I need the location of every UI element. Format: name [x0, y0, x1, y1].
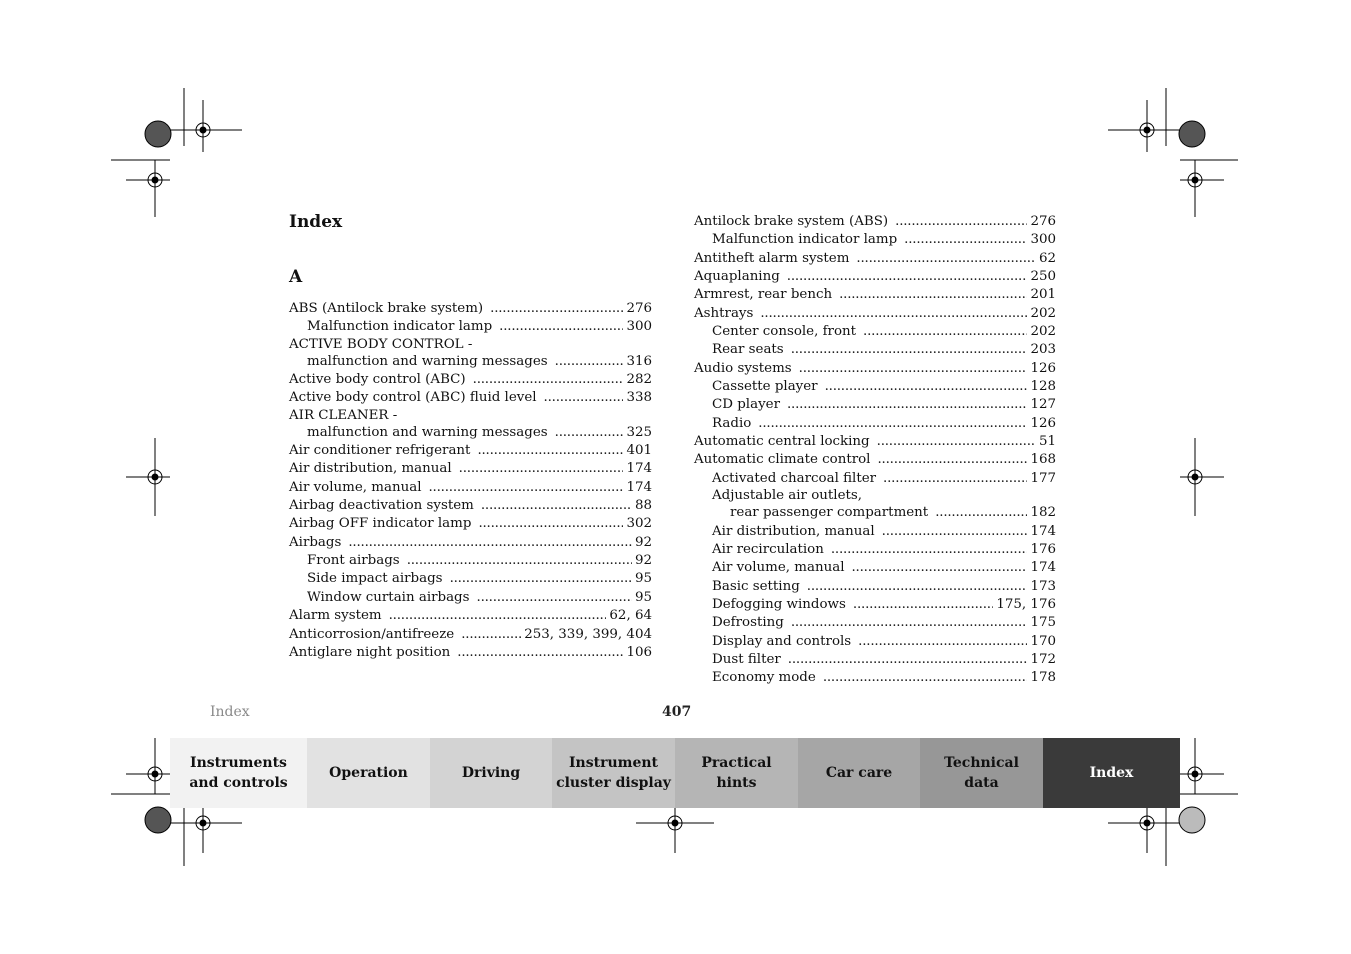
- dot-leader: [831, 541, 1028, 559]
- index-entry-label: Display and controls: [712, 633, 852, 649]
- index-entry-label: Airbag OFF indicator lamp: [289, 516, 472, 532]
- index-entry-page[interactable]: 174: [1030, 560, 1056, 576]
- index-entry-label: Side impact airbags: [307, 571, 443, 587]
- index-entry-label: Radio: [712, 415, 752, 431]
- dot-leader: [825, 378, 1028, 396]
- index-entry: [694, 504, 1056, 522]
- index-entry-label: Antilock brake system (ABS): [694, 214, 889, 229]
- dot-leader: [799, 360, 1028, 378]
- tab-label: Driving: [461, 765, 521, 781]
- index-entry-label: Activated charcoal filter: [712, 470, 877, 486]
- index-entry: [289, 515, 652, 533]
- index-entry: [289, 353, 652, 371]
- index-entry-page[interactable]: 92: [634, 553, 652, 569]
- index-entry-label: Armrest, rear bench: [694, 287, 833, 303]
- index-entry: [289, 371, 652, 389]
- index-entry: [289, 424, 652, 442]
- dot-leader: [791, 341, 1028, 359]
- tab-operation[interactable]: [307, 738, 430, 808]
- index-entry-label: Window curtain airbags: [307, 589, 470, 605]
- index-entry-page[interactable]: 401: [626, 443, 652, 459]
- dot-leader: [760, 305, 1027, 323]
- index-entry-page[interactable]: 282: [626, 372, 652, 388]
- index-entry-label: Adjustable air outlets,: [712, 488, 862, 504]
- index-entry-page[interactable]: 202: [1030, 324, 1056, 340]
- index-entry-page[interactable]: 106: [626, 644, 652, 660]
- index-entry: [694, 305, 1056, 323]
- index-entry: [289, 534, 652, 552]
- page-title: Index: [289, 212, 343, 232]
- tab-label: Instrument cluster display: [556, 755, 671, 791]
- index-entry-label: Center console, front: [712, 324, 857, 340]
- index-entry: [694, 268, 1056, 286]
- tab-instruments-and-controls[interactable]: [170, 738, 307, 808]
- index-entry-page[interactable]: 62: [1038, 250, 1056, 266]
- index-entry-page[interactable]: 88: [634, 498, 652, 514]
- index-entry-label: Active body control (ABC) fluid level: [289, 390, 537, 406]
- tab-label: Practical hints: [701, 755, 772, 791]
- index-column-left: [289, 300, 652, 662]
- index-entry-label: Malfunction indicator lamp: [307, 319, 493, 335]
- index-entry-page[interactable]: 173: [1030, 578, 1056, 594]
- dot-leader: [481, 497, 632, 515]
- dot-leader: [459, 460, 624, 478]
- index-entry: [694, 451, 1056, 469]
- dot-leader: [787, 396, 1027, 414]
- index-entry-label: ABS (Antilock brake system): [289, 301, 484, 316]
- index-entry: [694, 231, 1056, 249]
- index-entry-page[interactable]: 276: [1030, 214, 1056, 229]
- dot-leader: [428, 479, 623, 497]
- index-entry: [289, 644, 652, 662]
- dot-leader: [499, 318, 623, 336]
- index-entry-page[interactable]: 128: [1030, 379, 1056, 395]
- index-entry-label: Cassette player: [712, 379, 818, 395]
- index-entry-label: Air volume, manual: [712, 560, 845, 576]
- tab-practical-hints[interactable]: [675, 738, 798, 808]
- index-entry: [289, 626, 652, 644]
- page-number: 407: [662, 704, 692, 720]
- index-entry: [289, 589, 652, 607]
- index-entry-page[interactable]: 175: [1030, 615, 1056, 631]
- section-letter: A: [289, 267, 303, 287]
- index-entry-label: Air volume, manual: [289, 479, 422, 495]
- index-entry-page[interactable]: 177: [1030, 470, 1056, 486]
- index-entry-page[interactable]: 178: [1030, 670, 1056, 686]
- index-entry-label: Ashtrays: [694, 305, 754, 321]
- index-entry: [289, 479, 652, 497]
- index-entry: [694, 213, 1056, 231]
- dot-leader: [851, 559, 1027, 577]
- index-entry: [289, 460, 652, 478]
- index-entry-page[interactable]: 338: [626, 390, 652, 406]
- index-entry-label: Automatic climate control: [694, 452, 871, 468]
- index-entry: [694, 669, 1056, 687]
- index-entry-label: Audio systems: [694, 360, 792, 376]
- index-entry: [289, 337, 652, 353]
- index-entry-page[interactable]: 172: [1030, 651, 1056, 667]
- index-entry-page[interactable]: 250: [1030, 269, 1056, 285]
- index-entry-page[interactable]: 170: [1030, 633, 1056, 649]
- dot-leader: [807, 578, 1028, 596]
- dot-leader: [788, 651, 1028, 669]
- index-entry: [694, 633, 1056, 651]
- index-entry-label: rear passenger compartment: [730, 505, 929, 521]
- dot-leader: [883, 470, 1027, 488]
- index-entry: [694, 488, 1056, 504]
- index-entry-page[interactable]: 126: [1030, 415, 1056, 431]
- tab-index[interactable]: [1043, 738, 1180, 808]
- dot-leader: [478, 515, 623, 533]
- index-entry-label: AIR CLEANER -: [289, 407, 398, 423]
- index-entry: [289, 497, 652, 515]
- index-entry-page[interactable]: 95: [634, 571, 652, 587]
- index-entry: [694, 286, 1056, 304]
- index-entry-label: Air distribution, manual: [289, 461, 452, 477]
- index-entry-page[interactable]: 201: [1030, 287, 1056, 303]
- index-entry: [694, 651, 1056, 669]
- index-entry-label: Rear seats: [712, 342, 784, 358]
- dot-leader: [544, 389, 624, 407]
- index-entry-label: ACTIVE BODY CONTROL -: [289, 336, 473, 352]
- tab-label: Operation: [329, 765, 408, 781]
- index-entry-label: Airbags: [289, 534, 342, 550]
- index-entry-label: Air recirculation: [712, 541, 824, 557]
- index-entry: [694, 614, 1056, 632]
- index-entry-label: Basic setting: [712, 578, 800, 594]
- index-entry: [694, 578, 1056, 596]
- index-entry-label: Dust filter: [712, 651, 781, 667]
- chapter-tab-bar: [170, 738, 1180, 808]
- tab-driving[interactable]: [430, 738, 552, 808]
- index-entry-page[interactable]: 92: [634, 534, 652, 550]
- index-entry-label: Antiglare night position: [289, 644, 451, 660]
- index-entry: [289, 570, 652, 588]
- index-entry-label: Automatic central locking: [694, 434, 870, 450]
- index-entry-label: Front airbags: [307, 553, 400, 569]
- index-entry-page[interactable]: 182: [1030, 505, 1056, 521]
- index-entry-page[interactable]: 168: [1030, 452, 1056, 468]
- index-entry: [694, 323, 1056, 341]
- index-entry-label: Antitheft alarm system: [694, 250, 850, 266]
- dot-leader: [477, 589, 632, 607]
- tab-label: Instruments and controls: [189, 755, 288, 791]
- dot-leader: [407, 552, 632, 570]
- index-entry-label: Active body control (ABC): [289, 372, 466, 388]
- dot-leader: [895, 213, 1027, 231]
- index-entry-page[interactable]: 126: [1030, 360, 1056, 376]
- index-entry: [289, 408, 652, 424]
- index-entry: [694, 415, 1056, 433]
- index-entry-label: Airbag deactivation system: [289, 498, 474, 514]
- index-entry-page[interactable]: 276: [626, 301, 652, 316]
- index-entry-label: Economy mode: [712, 670, 816, 686]
- dot-leader: [791, 614, 1028, 632]
- dot-leader: [348, 534, 632, 552]
- index-entry-page[interactable]: 174: [1030, 523, 1056, 539]
- index-entry: [289, 607, 652, 625]
- index-entry-label: CD player: [712, 397, 780, 413]
- index-entry-label: Defogging windows: [712, 596, 846, 612]
- index-column-right: [694, 213, 1056, 688]
- dot-leader: [555, 353, 624, 371]
- index-entry: [694, 523, 1056, 541]
- dot-leader: [863, 323, 1027, 341]
- footer-section-label: Index: [210, 704, 250, 720]
- dot-leader: [490, 300, 623, 318]
- index-entry: [694, 250, 1056, 268]
- index-entry-page[interactable]: 325: [626, 424, 652, 440]
- index-entry-label: malfunction and warning messages: [307, 353, 548, 369]
- index-entry: [289, 442, 652, 460]
- dot-leader: [450, 570, 632, 588]
- dot-leader: [473, 371, 624, 389]
- index-entry: [694, 360, 1056, 378]
- dot-leader: [839, 286, 1027, 304]
- index-entry-label: Malfunction indicator lamp: [712, 232, 898, 248]
- index-entry-label: Defrosting: [712, 615, 784, 631]
- dot-leader: [853, 596, 993, 614]
- index-entry-page[interactable]: 174: [626, 461, 652, 477]
- index-entry-page[interactable]: 300: [626, 319, 652, 335]
- index-entry-page[interactable]: 316: [626, 353, 652, 369]
- dot-leader: [877, 433, 1036, 451]
- index-entry-label: malfunction and warning messages: [307, 424, 548, 440]
- tab-car-care[interactable]: [798, 738, 920, 808]
- dot-leader: [856, 250, 1036, 268]
- index-entry: [694, 559, 1056, 577]
- index-entry: [289, 552, 652, 570]
- index-entry-label: Air conditioner refrigerant: [289, 443, 471, 459]
- index-entry-page[interactable]: 62, 64: [609, 608, 652, 624]
- index-entry: [694, 378, 1056, 396]
- index-entry: [694, 433, 1056, 451]
- tab-label: Index: [1089, 765, 1134, 781]
- index-entry: [694, 341, 1056, 359]
- tab-instrument-cluster-display[interactable]: [552, 738, 675, 808]
- index-entry: [694, 396, 1056, 414]
- index-entry-page[interactable]: 176: [1030, 541, 1056, 557]
- dot-leader: [904, 231, 1027, 249]
- dot-leader: [555, 424, 624, 442]
- index-entry-label: Anticorrosion/antifreeze: [289, 626, 455, 642]
- index-entry-page[interactable]: 253, 339, 399, 404: [524, 626, 652, 642]
- index-entry-page[interactable]: 175, 176: [996, 596, 1056, 612]
- dot-leader: [758, 415, 1027, 433]
- index-entry-page[interactable]: 202: [1030, 305, 1056, 321]
- dot-leader: [882, 523, 1028, 541]
- index-entry-page[interactable]: 95: [634, 589, 652, 605]
- index-entry: [694, 596, 1056, 614]
- tab-technical-data[interactable]: [920, 738, 1043, 808]
- dot-leader: [877, 451, 1027, 469]
- index-entry: [289, 389, 652, 407]
- index-entry-page[interactable]: 302: [626, 516, 652, 532]
- dot-leader: [935, 504, 1027, 522]
- index-entry-page[interactable]: 51: [1038, 434, 1056, 450]
- tab-label: Car care: [825, 765, 893, 781]
- dot-leader: [787, 268, 1028, 286]
- index-entry-label: Air distribution, manual: [712, 523, 875, 539]
- index-entry: [289, 318, 652, 336]
- index-entry-page[interactable]: 174: [626, 479, 652, 495]
- dot-leader: [461, 626, 521, 644]
- dot-leader: [477, 442, 623, 460]
- index-entry-page[interactable]: 203: [1030, 342, 1056, 358]
- index-entry-label: Alarm system: [289, 608, 382, 624]
- dot-leader: [389, 607, 607, 625]
- index-entry: [694, 470, 1056, 488]
- tab-label: Technical data: [944, 755, 1019, 791]
- index-entry: [289, 300, 652, 318]
- index-entry-label: Aquaplaning: [694, 269, 780, 285]
- dot-leader: [858, 633, 1027, 651]
- dot-leader: [823, 669, 1028, 687]
- index-entry-page[interactable]: 127: [1030, 397, 1056, 413]
- index-entry: [694, 541, 1056, 559]
- dot-leader: [457, 644, 623, 662]
- index-entry-page[interactable]: 300: [1030, 232, 1056, 248]
